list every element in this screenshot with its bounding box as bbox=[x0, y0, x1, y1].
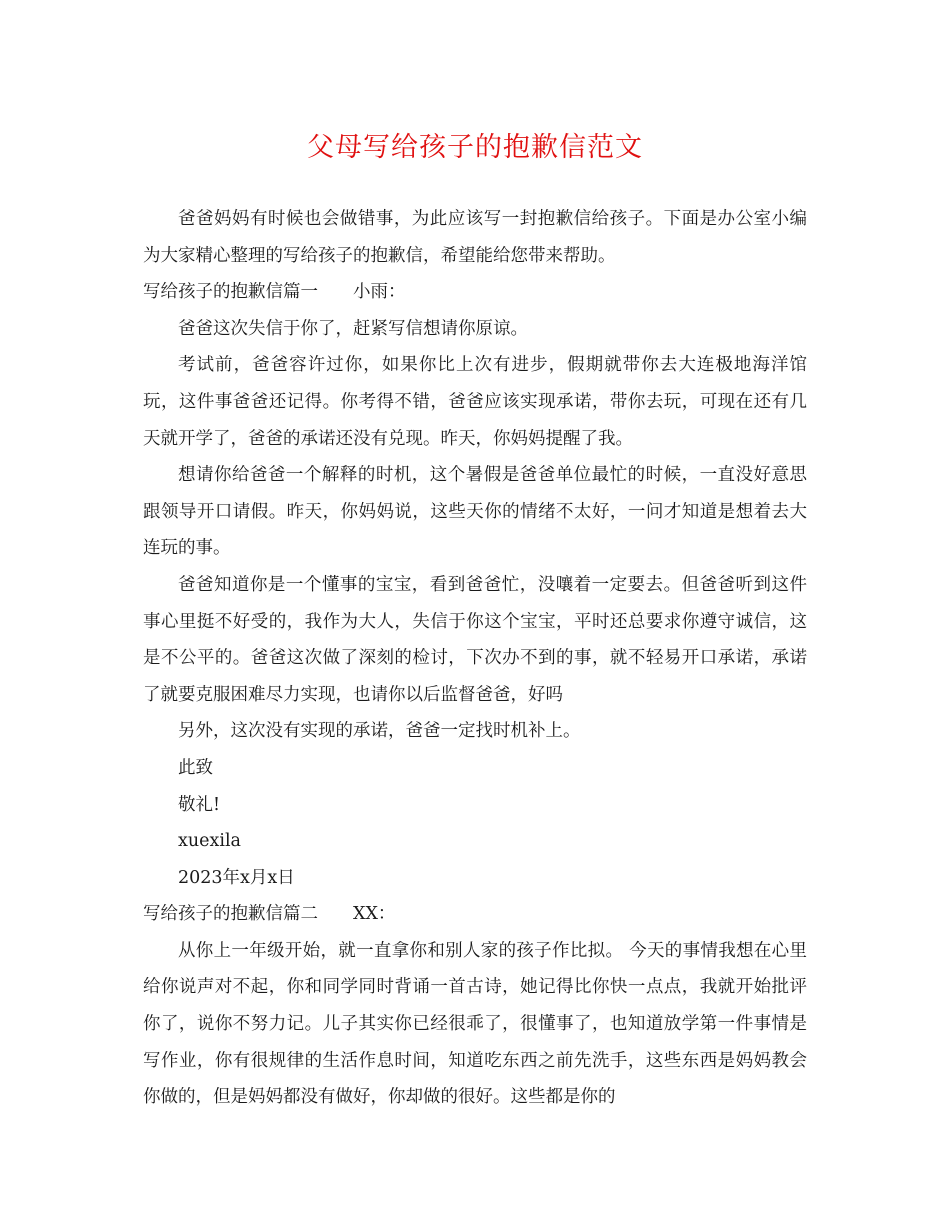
intro-paragraph: 爸爸妈妈有时候也会做错事，为此应该写一封抱歉信给孩子。下面是办公室小编为大家精心整理的写给孩子的抱歉信，希望能给您带来帮助。 bbox=[143, 209, 807, 266]
letter1-signature: xuexila bbox=[178, 831, 241, 852]
document-title: 父母写给孩子的抱歉信范文 bbox=[307, 132, 643, 163]
letter1-heading: 写给孩子的抱歉信篇一 小雨： bbox=[143, 282, 406, 303]
letter2-paragraph: 从你上一年级开始，就一直拿你和别人家的孩子作比拟。 今天的事情我想在心里给你说声对不起，你和同学同时背诵一首古诗，她记得比你快一点点，我就开始批评你了，说你不努力记。儿子其实你已经很乖了，很懂事了，也知道放学第一件事情是写作业，你有很规律的生活作息时间，知道吃东西之前先洗手，这些东西是妈妈教会你做的，但是妈妈都没有做好，你却做的很好。这些都是你的 bbox=[143, 940, 807, 1108]
letter1-closing: 此致 bbox=[178, 757, 213, 778]
letter1-paragraph: 另外，这次没有实现的承诺，爸爸一定找时机补上。 bbox=[178, 721, 581, 742]
letter2-heading: 写给孩子的抱歉信篇二 XX： bbox=[143, 904, 396, 925]
letter1-paragraph: 爸爸知道你是一个懂事的宝宝，看到爸爸忙，没嚷着一定要去。但爸爸听到这件事心里挺不好受的，我作为大人，失信于你这个宝宝，平时还总要求你遵守诚信，这是不公平的。爸爸这次做了深刻的检讨，下次办不到的事，就不轻易开口承诺，承诺了就要克服困难尽力实现，也请你以后监督爸爸，好吗 bbox=[143, 574, 807, 705]
letter1-date: 2023年x月x日 bbox=[178, 867, 295, 888]
document-body bbox=[143, 201, 807, 1116]
letter1-paragraph: 爸爸这次失信于你了，赶紧写信想请你原谅。 bbox=[178, 318, 528, 339]
letter1-paragraph: 想请你给爸爸一个解释的时机，这个暑假是爸爸单位最忙的时候，一直没好意思跟领导开口请假。昨天，你妈妈说，这些天你的情绪不太好，一问才知道是想着去大连玩的事。 bbox=[143, 465, 807, 559]
letter1-salute: 敬礼! bbox=[178, 794, 221, 815]
letter1-paragraph: 考试前，爸爸容许过你，如果你比上次有进步，假期就带你去大连极地海洋馆玩，这件事爸爸还记得。你考得不错，爸爸应该实现承诺，带你去玩，可现在还有几天就开学了，爸爸的承诺还没有兑现。昨天，你妈妈提醒了我。 bbox=[143, 355, 807, 449]
